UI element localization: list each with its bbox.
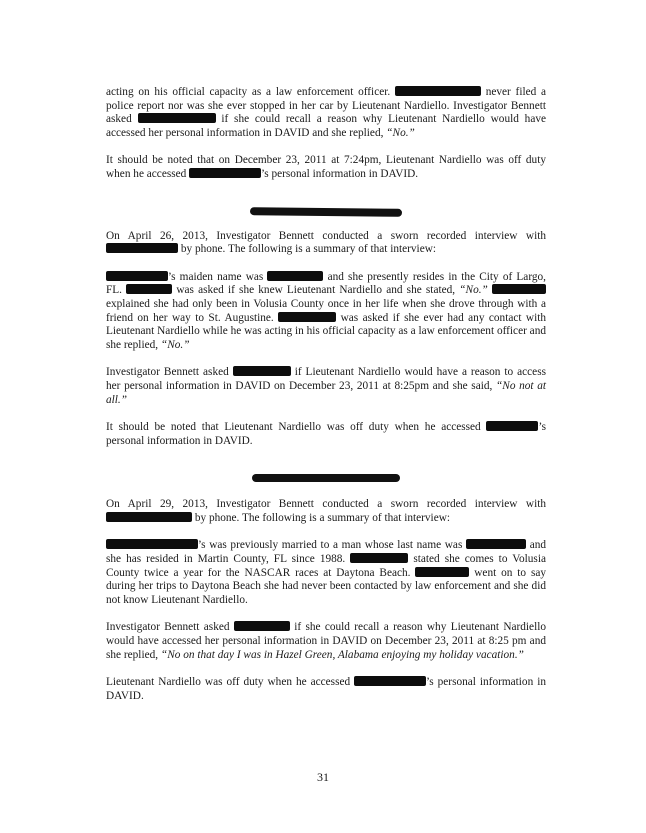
text: and she has resided in Martin County, FL since 1988. — [106, 539, 547, 566]
text: explained she had only been in Volusia County once in her life when she drove through with a friend on her way to St. Augustine. — [106, 297, 546, 324]
text: Investigator Bennett asked — [106, 621, 230, 634]
redaction-bar — [466, 539, 526, 549]
text: stated she comes to Volusia County twice a year for the NASCAR races at Daytona Beach. — [106, 553, 546, 579]
redaction-bar — [492, 284, 546, 294]
text: ’s personal information in DAVID. — [106, 676, 547, 702]
text: by phone. The following is a summary of that interview: — [180, 243, 437, 256]
text: went on to say during her trips to Daytona Beach she had never been contacted by law enforcement and she did not know Lieutenant Nardiello. — [106, 566, 547, 606]
redaction-bar — [106, 271, 168, 281]
quote: “No.” — [459, 284, 488, 297]
text: Investigator Bennett asked — [106, 366, 229, 379]
text: if she could recall a reason why Lieutenant Nardiello would have accessed her personal information in DAVID on December 23, 2011 at 8:25 pm and she replied, — [106, 621, 546, 661]
text: was asked if she ever had any contact with Lieutenant Nardiello while he was acting in his official capacity as a law enforcement officer and she replied, — [106, 311, 547, 351]
redacted-section-header — [252, 474, 400, 482]
text: acting on his official capacity as a law enforcement officer. — [106, 86, 391, 98]
paragraph-2 — [106, 154, 546, 181]
text: ’s was previously married to a man whose last name was — [198, 539, 463, 552]
redaction-bar — [415, 567, 469, 577]
redaction-bar — [486, 421, 538, 431]
text: ’s personal information in DAVID. — [261, 167, 419, 180]
text: ’s maiden name was — [168, 270, 264, 283]
paragraph-6 — [106, 421, 546, 448]
paragraph-5 — [106, 366, 546, 407]
paragraph-10 — [106, 676, 546, 703]
text: if Lieutenant Nardiello would have a reason to access her personal information in DAVID on December 23, 2011 at 8:25pm and she said, — [106, 366, 546, 392]
paragraph-1 — [106, 86, 546, 140]
text: It should be noted that Lieutenant Nardiello was off duty when he accessed — [106, 421, 481, 434]
text: and she presently resides in the City of Largo, FL. — [106, 270, 547, 297]
redaction-bar — [106, 512, 192, 522]
redaction-bar — [234, 621, 290, 631]
quote: “No not at all.” — [106, 379, 546, 406]
redaction-bar — [189, 168, 261, 178]
redaction-bar — [106, 539, 198, 549]
text: ’s personal information in DAVID. — [106, 421, 546, 447]
text: It should be noted that on December 23, 2011 at 7:24pm, Lieutenant Nardiello was off duty when he accessed — [106, 154, 546, 180]
paragraph-8 — [106, 539, 546, 607]
paragraph-3 — [106, 230, 546, 257]
quote: “No.” — [386, 126, 415, 139]
paragraph-9 — [106, 621, 546, 662]
redaction-bar — [267, 271, 323, 281]
text: On April 29, 2013, Investigator Bennett conducted a sworn recorded interview with — [106, 498, 546, 511]
redacted-section-header — [250, 207, 402, 217]
text: was asked if she knew Lieutenant Nardiello and she stated, — [176, 284, 456, 297]
text: On April 26, 2013, Investigator Bennett conducted a sworn recorded interview with — [106, 229, 546, 242]
quote: “No.” — [160, 338, 190, 351]
quote: “No on that day I was in Hazel Green, Alabama enjoying my holiday vacation.” — [160, 648, 524, 661]
document-page — [106, 86, 546, 717]
redaction-bar — [350, 553, 408, 563]
text: if she could recall a reason why Lieutenant Nardiello would have accessed her personal information in DAVID and she replied, — [106, 113, 547, 139]
redaction-bar — [233, 366, 291, 376]
paragraph-4 — [106, 271, 546, 353]
page-number: 31 — [317, 770, 329, 784]
text: Lieutenant Nardiello was off duty when he accessed — [106, 676, 351, 689]
redaction-bar — [278, 312, 336, 322]
redaction-bar — [126, 284, 172, 294]
redaction-bar — [106, 243, 178, 253]
redaction-bar — [138, 113, 216, 123]
redaction-bar — [395, 86, 481, 96]
paragraph-7 — [106, 498, 546, 525]
text: by phone. The following is a summary of that interview: — [194, 511, 451, 524]
text: never filed a police report nor was she ever stopped in her car by Lieutenant Nardiello. Investigator Bennett asked — [106, 86, 547, 126]
redaction-bar — [354, 676, 426, 686]
